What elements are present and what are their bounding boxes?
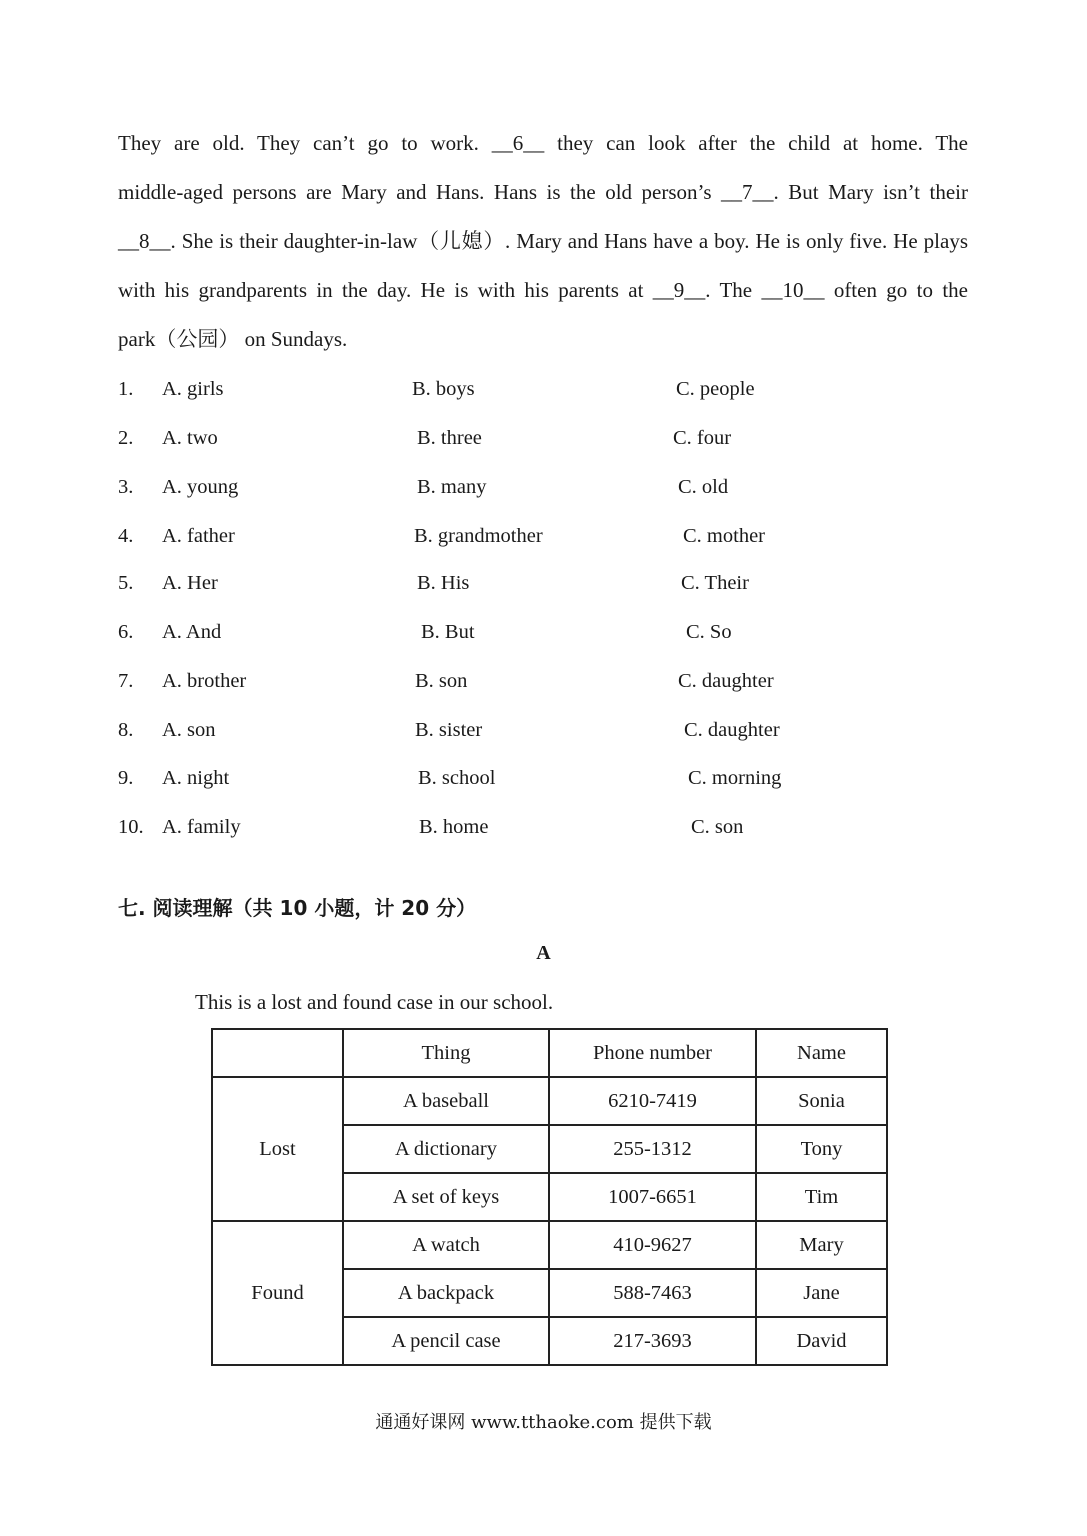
name-cell: Jane xyxy=(756,1269,887,1317)
option-b: B. school xyxy=(418,767,496,789)
option-a: A. young xyxy=(162,476,239,498)
num: 2. xyxy=(118,427,134,449)
passage-line: __8__. She is their daughter-in-law（儿媳）. Mary and Hans have a boy. He is only five. He plays xyxy=(118,229,968,253)
name-cell: Tim xyxy=(756,1173,887,1221)
question-option-row xyxy=(118,521,918,551)
question-option-row xyxy=(118,423,918,453)
passage-line: park（公园） on Sundays. xyxy=(118,327,348,351)
passage-label: A xyxy=(536,942,551,964)
phone-cell: 255-1312 xyxy=(549,1125,756,1173)
passage-line: They are old. They can’t go to work. __6__ they can look after the child at home. The xyxy=(118,131,968,155)
table-row xyxy=(212,1077,887,1125)
phone-cell: 1007-6651 xyxy=(549,1173,756,1221)
column-header: Phone number xyxy=(549,1029,756,1077)
option-c: C. son xyxy=(691,816,744,838)
question-option-row xyxy=(118,715,918,745)
option-b: B. His xyxy=(417,572,470,594)
group-label: Lost xyxy=(212,1077,343,1221)
option-a: A. two xyxy=(162,427,218,449)
question-option-row xyxy=(118,812,918,842)
option-a: A. father xyxy=(162,525,235,547)
option-b: B. many xyxy=(417,476,487,498)
lost-found-table xyxy=(211,1028,888,1366)
question-option-row xyxy=(118,472,918,502)
column-header: Name xyxy=(756,1029,887,1077)
num: 1. xyxy=(118,378,134,400)
phone-cell: 588-7463 xyxy=(549,1269,756,1317)
question-option-row xyxy=(118,374,918,404)
option-c: C. Their xyxy=(681,572,749,594)
phone-cell: 6210-7419 xyxy=(549,1077,756,1125)
num: 6. xyxy=(118,621,134,643)
num: 7. xyxy=(118,670,134,692)
option-c: C. morning xyxy=(688,767,782,789)
option-c: C. daughter xyxy=(684,719,780,741)
phone-cell: 410-9627 xyxy=(549,1221,756,1269)
num: 4. xyxy=(118,525,134,547)
option-c: C. daughter xyxy=(678,670,774,692)
cloze-passage xyxy=(118,119,968,364)
column-header: Thing xyxy=(343,1029,549,1077)
option-c: C. four xyxy=(673,427,732,449)
option-a: A. son xyxy=(162,719,216,741)
option-a: A. And xyxy=(162,621,222,643)
footer-text: 通通好课网 www.tthaoke.com 提供下载 xyxy=(375,1412,712,1433)
passage-line: middle-aged persons are Mary and Hans. Hans is the old person’s __7__. But Mary isn’t their xyxy=(118,180,968,204)
option-c: C. old xyxy=(678,476,729,498)
option-b: B. But xyxy=(421,621,475,643)
option-b: B. grandmother xyxy=(414,525,543,547)
intro-text: This is a lost and found case in our school. xyxy=(195,990,554,1014)
question-option-row xyxy=(118,568,918,598)
num: 9. xyxy=(118,767,134,789)
option-b: B. boys xyxy=(412,378,475,400)
thing-cell: A backpack xyxy=(343,1269,549,1317)
name-cell: Mary xyxy=(756,1221,887,1269)
phone-cell: 217-3693 xyxy=(549,1317,756,1365)
group-label: Found xyxy=(212,1221,343,1365)
thing-cell: A baseball xyxy=(343,1077,549,1125)
question-option-row xyxy=(118,763,918,793)
table-row xyxy=(212,1221,887,1269)
option-c: C. So xyxy=(686,621,732,643)
option-b: B. sister xyxy=(415,719,483,741)
option-a: A. girls xyxy=(162,378,224,400)
num: 5. xyxy=(118,572,134,594)
thing-cell: A pencil case xyxy=(343,1317,549,1365)
option-c: C. people xyxy=(676,378,755,400)
column-header xyxy=(212,1029,343,1077)
option-a: A. Her xyxy=(162,572,218,594)
question-option-row xyxy=(118,617,918,647)
name-cell: Tony xyxy=(756,1125,887,1173)
option-c: C. mother xyxy=(683,525,765,547)
num: 3. xyxy=(118,476,134,498)
num: 8. xyxy=(118,719,134,741)
option-b: B. son xyxy=(415,670,468,692)
thing-cell: A watch xyxy=(343,1221,549,1269)
option-b: B. three xyxy=(417,427,482,449)
option-a: A. night xyxy=(162,767,230,789)
thing-cell: A dictionary xyxy=(343,1125,549,1173)
section-title: 七. 阅读理解（共 10 小题，计 20 分） xyxy=(118,896,477,920)
thing-cell: A set of keys xyxy=(343,1173,549,1221)
name-cell: Sonia xyxy=(756,1077,887,1125)
num: 10. xyxy=(118,816,144,838)
option-b: B. home xyxy=(419,816,489,838)
option-a: A. brother xyxy=(162,670,247,692)
name-cell: David xyxy=(756,1317,887,1365)
question-option-row xyxy=(118,666,918,696)
passage-line: with his grandparents in the day. He is with his parents at __9__. The __10__ often go to the xyxy=(118,278,968,302)
option-a: A. family xyxy=(162,816,241,838)
table-header-row xyxy=(212,1029,887,1077)
